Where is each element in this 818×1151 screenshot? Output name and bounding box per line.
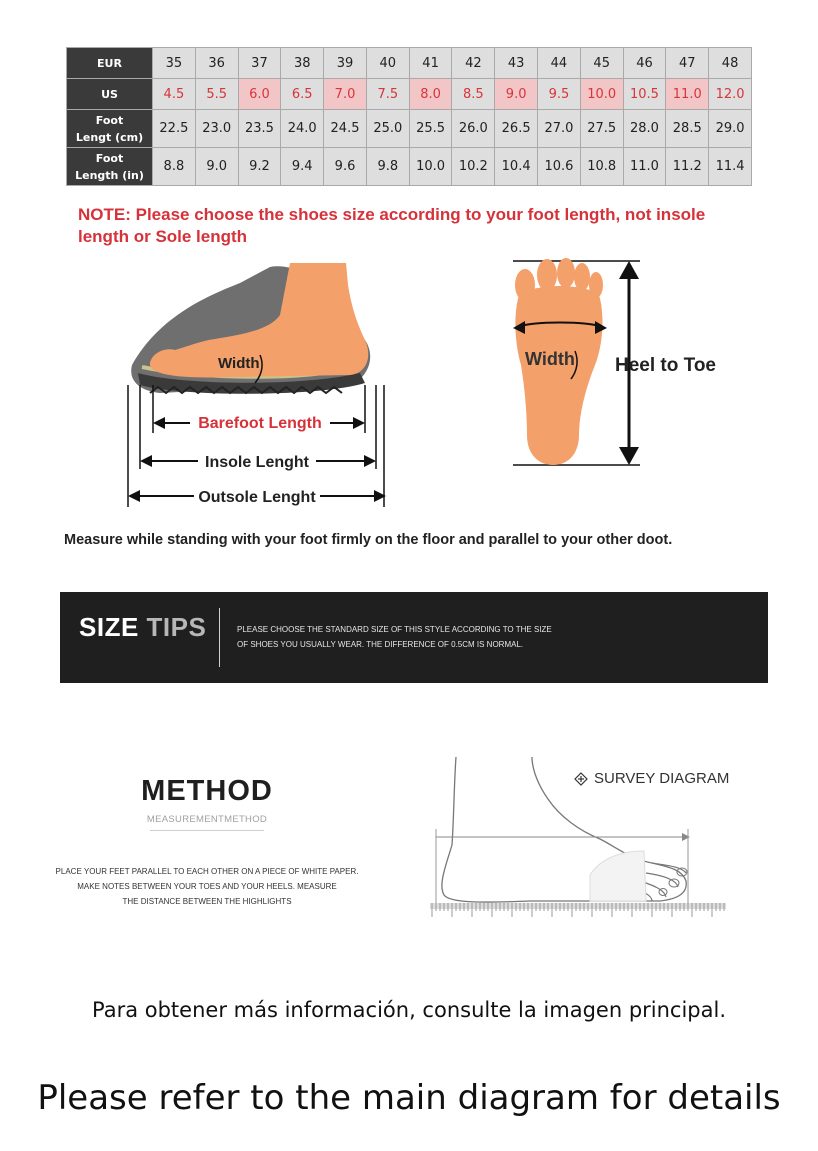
size-cell: 9.2 — [238, 148, 281, 186]
size-cell: 11.4 — [709, 148, 752, 186]
size-cell: 6.0 — [238, 79, 281, 110]
survey-foot-line-drawing — [420, 755, 730, 925]
size-cell: 47 — [666, 48, 709, 79]
size-cell: 10.4 — [495, 148, 538, 186]
english-info-text: Please refer to the main diagram for details — [37, 1078, 781, 1118]
size-cell: 8.5 — [452, 79, 495, 110]
size-cell: 38 — [281, 48, 324, 79]
size-cell: 9.6 — [324, 148, 367, 186]
size-cell: 10.0 — [409, 148, 452, 186]
size-tips-line-2: OF SHOES YOU USUALLY WEAR. THE DIFFERENCE OF 0.5CM IS NORMAL. — [237, 640, 524, 649]
size-row-header — [67, 79, 153, 110]
size-row-header — [67, 148, 153, 186]
size-cell: 26.0 — [452, 110, 495, 148]
size-cell: 9.0 — [495, 79, 538, 110]
size-cell: 42 — [452, 48, 495, 79]
size-cell: 39 — [324, 48, 367, 79]
side-width-label: Width — [218, 355, 260, 372]
size-row-header-line: EUR — [97, 56, 122, 70]
size-cell: 27.5 — [580, 110, 623, 148]
size-cell: 23.5 — [238, 110, 281, 148]
size-cell: 11.0 — [623, 148, 666, 186]
size-cell: 41 — [409, 48, 452, 79]
size-cell: 5.5 — [195, 79, 238, 110]
method-rule — [150, 830, 264, 831]
size-cell: 11.0 — [666, 79, 709, 110]
size-cell: 12.0 — [709, 79, 752, 110]
size-row-header — [67, 48, 153, 79]
size-cell: 48 — [709, 48, 752, 79]
size-cell: 44 — [538, 48, 581, 79]
size-cell: 10.2 — [452, 148, 495, 186]
size-row-cm — [67, 110, 752, 148]
foot-side-view-figure — [120, 255, 400, 515]
outsole-length-label: Outsole Lenght — [198, 489, 316, 506]
size-cell: 24.5 — [324, 110, 367, 148]
size-cell: 26.5 — [495, 110, 538, 148]
method-subtitle: MEASUREMENTMETHOD — [146, 814, 268, 825]
size-cell: 9.5 — [538, 79, 581, 110]
size-row-in — [67, 148, 752, 186]
size-cell: 9.0 — [195, 148, 238, 186]
size-row-header — [67, 110, 153, 148]
size-cell: 10.8 — [580, 148, 623, 186]
size-cell: 25.5 — [409, 110, 452, 148]
size-cell: 8.0 — [409, 79, 452, 110]
size-cell: 29.0 — [709, 110, 752, 148]
method-line-2: MAKE NOTES BETWEEN YOUR TOES AND YOUR HEELS. MEASURE — [77, 882, 337, 891]
note-line-1: NOTE: Please choose the shoes size according to your foot length, not insole — [78, 205, 706, 224]
size-cell: 28.5 — [666, 110, 709, 148]
method-line-3: THE DISTANCE BETWEEN THE HIGHLIGHTS — [122, 897, 292, 906]
size-chart-table — [66, 47, 752, 186]
method-title: METHOD — [141, 775, 273, 807]
survey-diagram-label: SURVEY DIAGRAM — [594, 770, 730, 787]
size-tips-line-1: PLEASE CHOOSE THE STANDARD SIZE OF THIS STYLE ACCORDING TO THE SIZE — [237, 625, 552, 634]
size-cell: 7.5 — [366, 79, 409, 110]
size-tips-title — [79, 612, 206, 643]
size-row-header-line: US — [101, 87, 118, 101]
size-row-header-line: Length (in) — [75, 168, 144, 182]
size-cell: 23.0 — [195, 110, 238, 148]
method-instructions — [40, 864, 374, 909]
foot-top-view-figure — [505, 255, 745, 475]
size-cell: 35 — [153, 48, 196, 79]
size-tips-divider — [219, 608, 220, 667]
size-cell: 4.5 — [153, 79, 196, 110]
size-row-eur — [67, 48, 752, 79]
barefoot-length-label: Barefoot Length — [198, 415, 322, 432]
size-row-header-line: Foot — [95, 113, 124, 127]
size-cell: 37 — [238, 48, 281, 79]
size-cell: 7.0 — [324, 79, 367, 110]
size-cell: 27.0 — [538, 110, 581, 148]
size-cell: 43 — [495, 48, 538, 79]
size-cell: 24.0 — [281, 110, 324, 148]
method-line-1: PLACE YOUR FEET PARALLEL TO EACH OTHER ON A PIECE OF WHITE PAPER. — [55, 867, 359, 876]
size-tips-text — [237, 622, 757, 652]
size-cell: 36 — [195, 48, 238, 79]
note-line-2: length or Sole length — [78, 227, 248, 246]
size-cell: 9.8 — [366, 148, 409, 186]
size-tips-title-grey: TIPS — [146, 612, 207, 642]
size-row-header-line: Foot — [95, 151, 124, 165]
size-cell: 45 — [580, 48, 623, 79]
measure-instruction: Measure while standing with your foot firmly on the floor and parallel to your other doot. — [64, 532, 673, 548]
size-cell: 11.2 — [666, 148, 709, 186]
size-row-header-line: Lengt (cm) — [75, 130, 144, 144]
insole-length-label: Insole Lenght — [205, 454, 309, 471]
size-cell: 10.6 — [538, 148, 581, 186]
size-row-us — [67, 79, 752, 110]
size-tips-title-white: SIZE — [79, 612, 139, 642]
note-text — [78, 204, 758, 248]
size-cell: 28.0 — [623, 110, 666, 148]
size-cell: 25.0 — [366, 110, 409, 148]
size-cell: 22.5 — [153, 110, 196, 148]
size-cell: 6.5 — [281, 79, 324, 110]
spanish-info-text: Para obtener más información, consulte la imagen principal. — [91, 998, 727, 1022]
size-cell: 46 — [623, 48, 666, 79]
heel-to-toe-label: Heel to Toe — [615, 355, 716, 376]
size-cell: 40 — [366, 48, 409, 79]
size-cell: 10.0 — [580, 79, 623, 110]
size-cell: 9.4 — [281, 148, 324, 186]
size-cell: 10.5 — [623, 79, 666, 110]
top-width-label: Width — [525, 349, 575, 369]
size-cell: 8.8 — [153, 148, 196, 186]
size-tips-banner — [60, 592, 768, 683]
